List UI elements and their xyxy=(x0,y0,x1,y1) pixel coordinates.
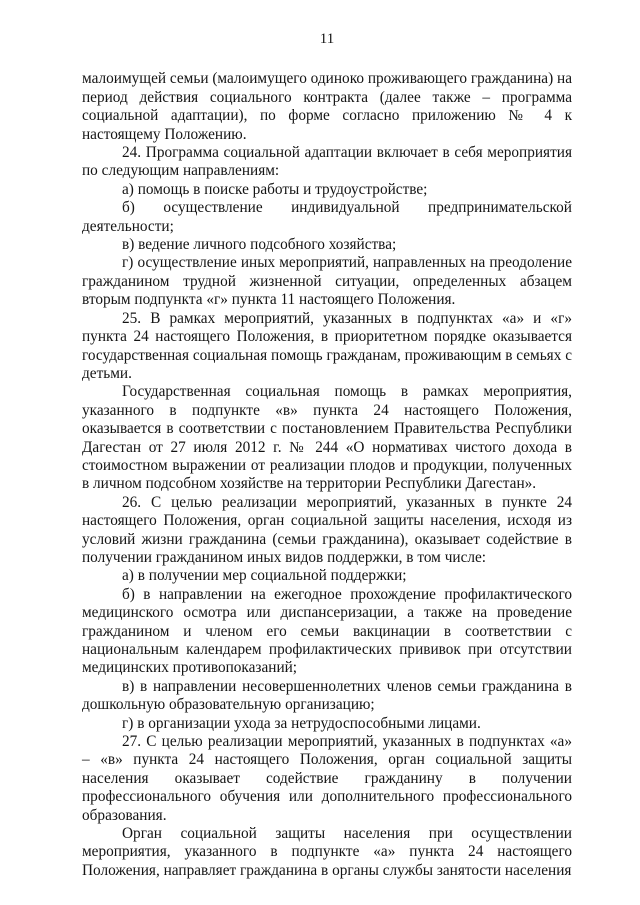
paragraph: 25. В рамках мероприятий, указанных в подпунктах «а» и «г» пункта 24 настоящего Положения, в приоритетном порядке оказывается государственная социальная помощь гражданам, проживающим в семьях с детьми. xyxy=(82,309,572,382)
paragraph: 24. Программа социальной адаптации включает в себя мероприятия по следующим направлениям: xyxy=(82,144,572,180)
paragraph: а) помощь в поиске работы и трудоустройстве; xyxy=(122,180,428,198)
paragraph: в) ведение личного подсобного хозяйства; xyxy=(122,236,397,254)
paragraph: г) в организации ухода за нетрудоспособными лицами. xyxy=(122,714,481,732)
paragraph: Орган социальной защиты населения при осуществлении мероприятия, указанного в подпункте «а» пункта 24 настоящего Положения, направляет гражданина в органы службы занятости населения xyxy=(82,825,572,879)
paragraph: Государственная социальная помощь в рамках мероприятия, указанного в подпункте «в» пункта 24 настоящего Положения, оказывается в соответствии с постановлением Правительства Республики Дагестан от 27 июля 2012 г. № 244 «О нормативах чистого дохода в стоимостном выражении от реализации плодов и продукции, полученных в личном подсобном хозяйстве на территории Республики Дагестан». xyxy=(82,383,572,493)
document-body xyxy=(82,70,572,880)
paragraph: малоимущей семьи (малоимущего одиноко проживающего гражданина) на период действия социального контракта (далее также – программа социальной адаптации), по форме согласно приложению № 4 к настоящему Положению. xyxy=(82,70,572,143)
paragraph: б) в направлении на ежегодное прохождение профилактического медицинского осмотра или диспансеризации, а также на проведение гражданином и членом его семьи вакцинации в соответствии с национальным календарем профилактических прививок при отсутствии медицинских противопоказаний; xyxy=(82,585,572,677)
page-number: 11 xyxy=(319,31,335,47)
paragraph: в) в направлении несовершеннолетних членов семьи гражданина в дошкольную образовательную организацию; xyxy=(82,677,572,714)
paragraph: г) осуществление иных мероприятий, направленных на преодоление гражданином трудной жизненной ситуации, определенных абзацем вторым подпункта «г» пункта 11 настоящего Положения. xyxy=(82,254,572,309)
paragraph: 26. С целью реализации мероприятий, указанных в пункте 24 настоящего Положения, орган социальной защиты населения, исходя из условий жизни гражданина (семьи гражданина), оказывает содействие в получении гражданином иных видов поддержки, в том числе: xyxy=(82,493,572,566)
paragraph: 27. С целью реализации мероприятий, указанных в подпунктах «а» – «в» пункта 24 настоящего Положения, орган социальной защиты населения оказывает содействие гражданину в получении профессионального обучения или дополнительного профессионального образования. xyxy=(82,733,572,824)
paragraph: а) в получении мер социальной поддержки; xyxy=(122,567,407,585)
paragraph: б) осуществление индивидуальной предпринимательской деятельности; xyxy=(82,199,572,235)
